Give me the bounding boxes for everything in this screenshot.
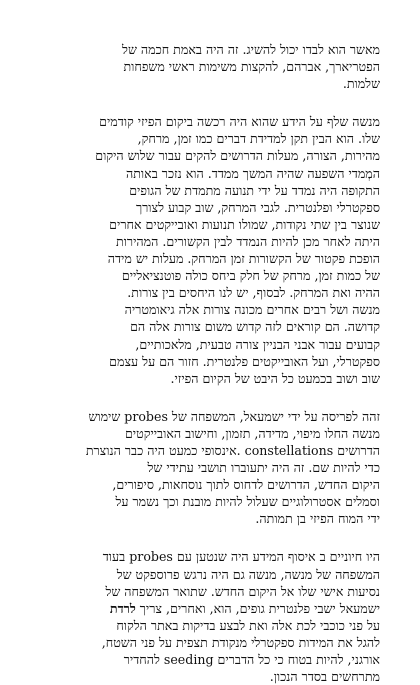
text-line: היתה לאחר מכן להיות הנמדד לבין הקשורים. המהירות xyxy=(116,233,380,249)
text-line: שוב ושוב בכמעט כל היבט של הקיום הפיזי. xyxy=(170,370,380,386)
text-line: המשפחה של מנשה, מנשה גם היה נרגש פרוספקט של xyxy=(116,566,380,582)
text-line: היו חיוניים ב איסוף המידע היה שנטען עם probes בעוד xyxy=(102,549,380,565)
text-line: ספקטרלי ופלנטרית. לגבי המרחק, שוב קבוע לצורך xyxy=(135,199,380,215)
text-line: על פני כוכבי לכת אלה ואת לבצע בדיקות באתר הלקוח xyxy=(116,617,380,633)
text-line: התקופה היה נמדד על ידי תנועה מתמדת של הגופים xyxy=(129,182,380,198)
text-line: קבועים עבור אבני הבניין צורה טבעית, מלאכותיים, xyxy=(135,336,380,352)
paragraph-3 xyxy=(34,408,380,528)
paragraph-2 xyxy=(34,113,380,387)
text-line: ידי המוח הפיזי בן תמותה. xyxy=(255,511,380,527)
text-line: היקום החדש, הדרושים לדחוס לתוך נוסחאות, סיפורים, xyxy=(112,477,380,493)
text-line: מהירות, הצורה, מעלות הדרושים להקים עבור שלוש היקום xyxy=(95,148,380,164)
text-line: מנשה ושל רבים אחרים מכונה צורות אלה גיאומטריה xyxy=(124,302,380,318)
text-line: מנשה שלף על הידע שהוא היה רכשה ביקום הפיזי קודמים xyxy=(99,114,380,130)
text-line: מתרחשים בסדר הנכון. xyxy=(269,669,380,685)
text-line: כדי להיות שם. זה היה יתעוברו תושבי עתידי של xyxy=(147,460,380,476)
text-line: זהה לפריסה על ידי ישמעאל, המשפחה של probes שימוש xyxy=(88,408,380,424)
text-line: מנשה החלו מיפוי, מדידה, תזמון, וחישוב האובייקטים xyxy=(124,425,380,441)
text-line: הופכת פקטור של הקשורות זמן המרחק. מעלות יש מידה xyxy=(107,251,380,267)
text-line-start: ישמעאל ישבי פלנטרית גופים, הוא, ואחרים, צריך xyxy=(135,600,380,616)
text-line: אורגני, להיות בטוח כי כל הדברים seeding להחדיר xyxy=(123,652,380,667)
text-line: שלמות. xyxy=(342,76,380,92)
text-line: מאשר הוא לבדו יכול להשיג. זה היה באמת חכמה של xyxy=(122,42,380,57)
paragraph-1 xyxy=(34,41,380,92)
text-line: שלו. הוא הבין תקן למדידת דברים כמו זמן, מרחק, xyxy=(137,131,380,147)
text-line: להגל את המידות ספקטרלי מנקודת תצפית על פני השטח, xyxy=(101,634,380,650)
text-line: ההיה ואת המרחק. לבסוף, יש לנו היחסים בין צורות. xyxy=(127,285,380,301)
bold-word: לרדת xyxy=(109,600,136,616)
text-line: המְמדי השפעה שהיה המשך ממדד. הוא נזכר באותה xyxy=(126,165,380,181)
paragraph-4 xyxy=(34,548,380,685)
text-line: הפטריארך, אברהם, להקצות משימות ראשי משפחות xyxy=(123,59,380,75)
text-line: של כמות זמן, מרחק של חלק ביחס כולה פוטנציאליים xyxy=(121,268,380,284)
text-line: נסיעות אישי שלו אל היקום החדש. שתואר המשפחה של xyxy=(105,583,380,599)
text-line: ספקטרלי, ועל האובייקטים פלנטרית. חזור הם על עצמם xyxy=(109,353,380,369)
text-line: וסמלים אסטרולוגיים שעלול להיות מובנת וכך נשמר על xyxy=(115,494,380,510)
text-line xyxy=(34,600,380,617)
text-line: הדרושים constellations .אינסופי כמעט היה כבר הנוצרת xyxy=(85,442,380,458)
text-line: שנוצר בין שתי נקודות, שמולו תנועות ואובייקטים אחרים xyxy=(109,216,380,232)
text-line: קדושה. הם קוראים לזה קדוש משום צורות אלה הם xyxy=(130,319,380,335)
